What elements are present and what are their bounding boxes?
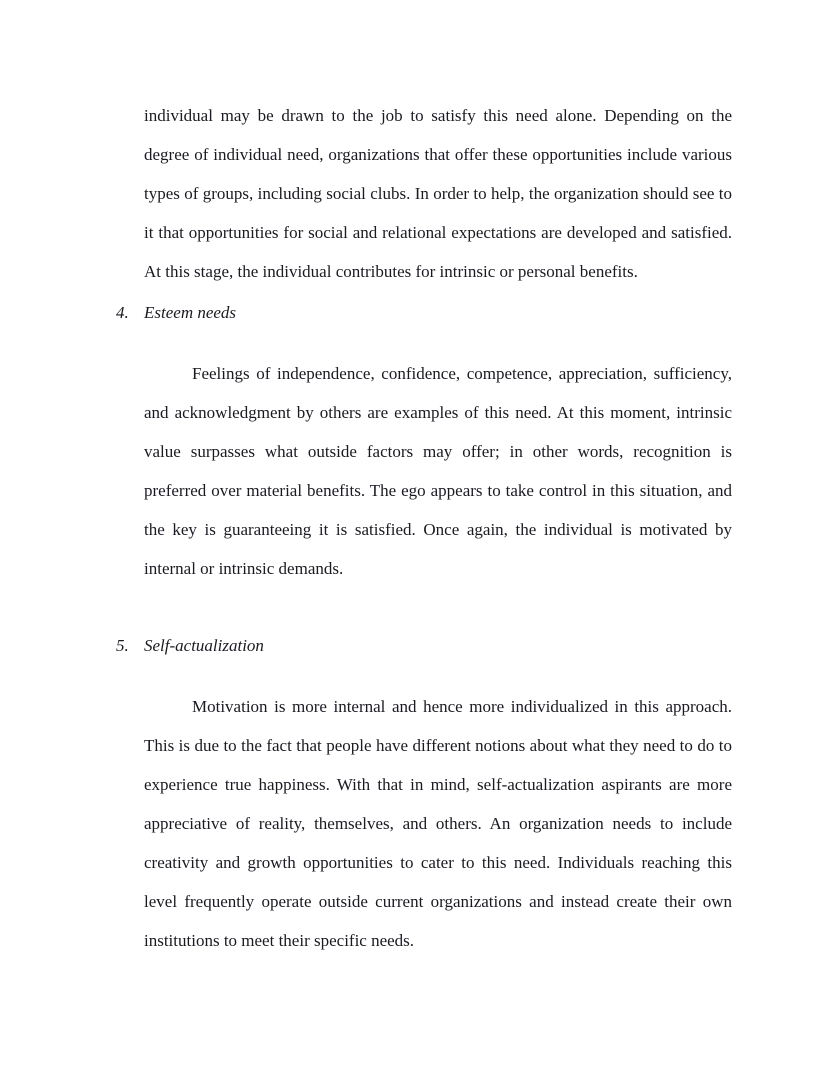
page-content <box>116 96 732 960</box>
list-item-esteem-needs <box>116 293 732 332</box>
self-actualization-paragraph: Motivation is more internal and hence more individualized in this approach. This is due to the fact that people have different notions about what they need to do to experience true happiness. With that in mind, self-actualization aspirants are more appreciative of reality, themselves, and others. An organization needs to include creativity and growth opportunities to cater to this need. Individuals reaching this level frequently operate outside current organizations and instead create their own institutions to meet their specific needs. <box>144 697 732 950</box>
list-item-label: Esteem needs <box>144 303 237 322</box>
spacer <box>144 332 732 354</box>
list-item-label: Self-actualization <box>144 636 264 655</box>
spacer <box>144 588 732 626</box>
spacer <box>144 665 732 687</box>
esteem-needs-paragraph: Feelings of independence, confidence, competence, appreciation, sufficiency, and acknowledgment by others are examples of this need. At this moment, intrinsic value surpasses what outside factors may offer; in other words, recognition is preferred over material benefits. The ego appears to take control in this situation, and the key is guaranteeing it is satisfied. Once again, the individual is motivated by internal or intrinsic demands. <box>144 364 732 578</box>
list-item-marker: 4. <box>116 303 129 322</box>
continuation-paragraph: individual may be drawn to the job to satisfy this need alone. Depending on the degree of individual need, organizations that offer these opportunities include various types of groups, including social clubs. In order to help, the organization should see to it that opportunities for social and relational expectations are developed and satisfied. At this stage, the individual contributes for intrinsic or personal benefits. <box>144 106 732 281</box>
list-item-marker: 5. <box>116 636 129 655</box>
list-item-self-actualization <box>116 626 732 665</box>
